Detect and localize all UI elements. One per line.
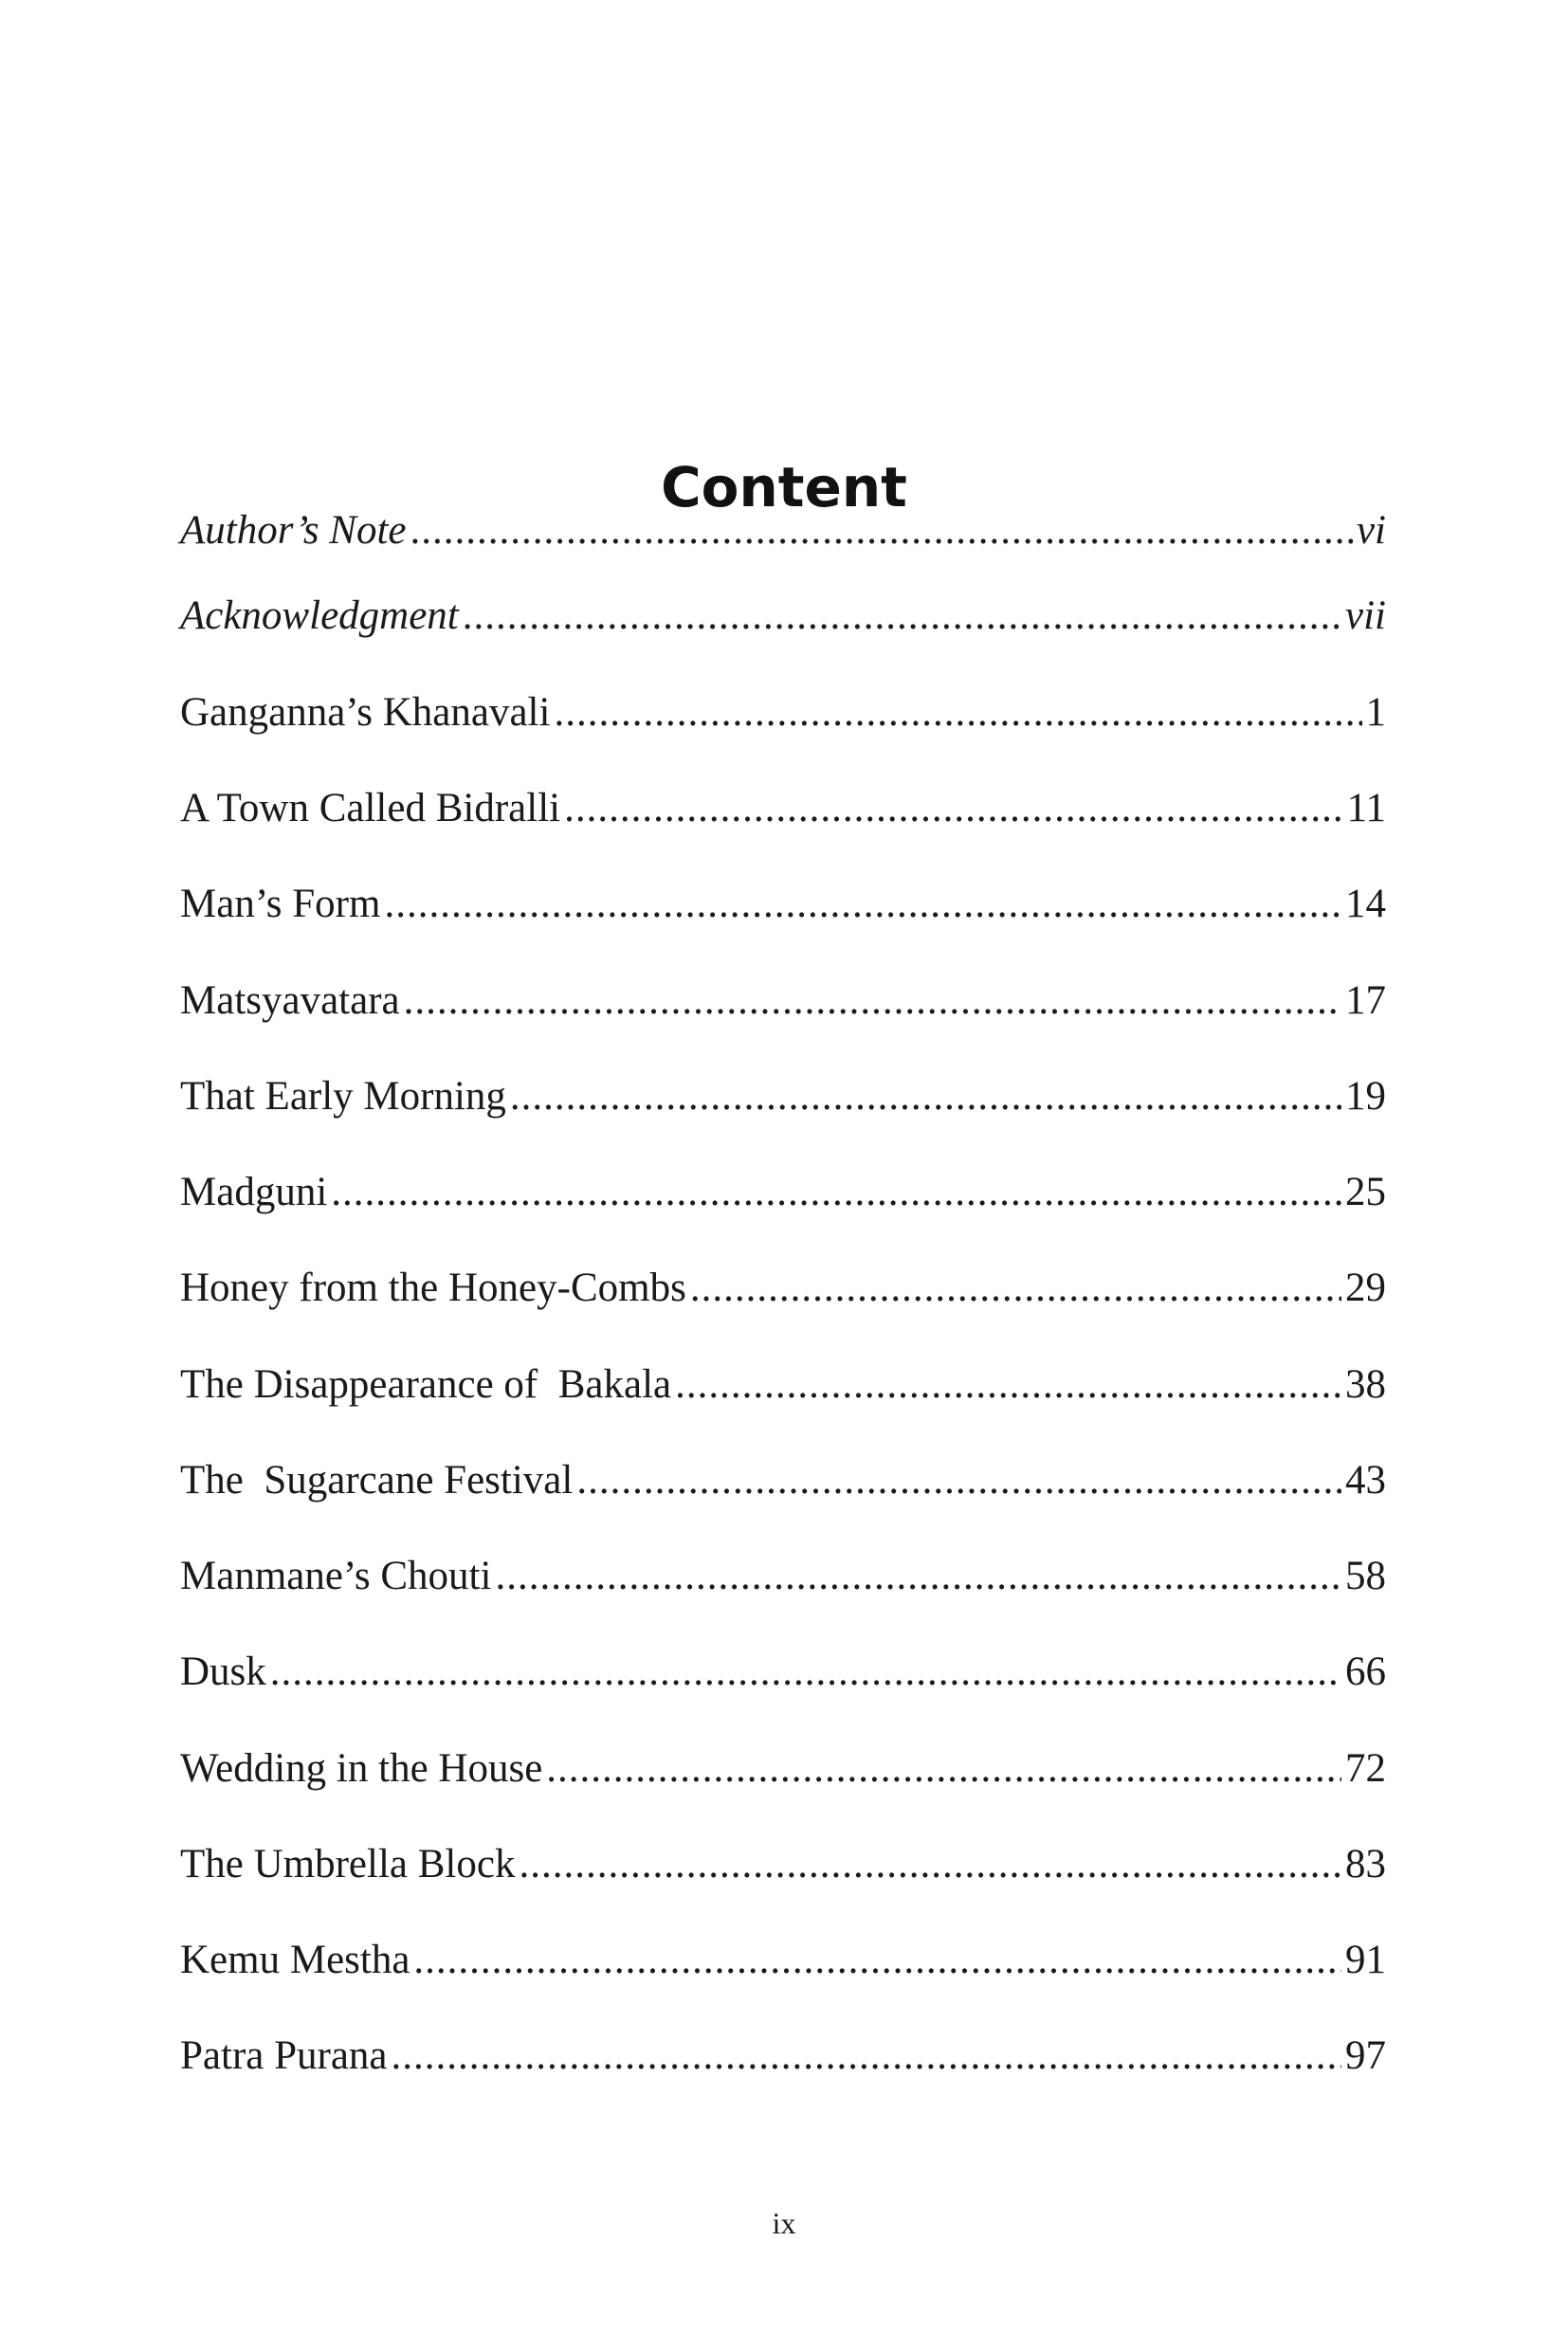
toc-entry-a-town-called-bidralli[interactable]: [180, 780, 1386, 837]
toc-entry-page: 25: [1345, 1170, 1386, 1214]
toc-entry-page: vii: [1345, 593, 1386, 638]
toc-entry-madguni[interactable]: [180, 1164, 1386, 1221]
toc-entry-label: Wedding in the House: [180, 1746, 543, 1791]
toc-entry-label: Ganganna’s Khanavali: [180, 690, 551, 735]
toc-entry-matsyavatara[interactable]: [180, 973, 1386, 1030]
toc-entry-the-sugarcane-festival[interactable]: [180, 1452, 1386, 1509]
dot-leader: [519, 1836, 1341, 1893]
toc-entry-label: The Disappearance of Bakala: [180, 1362, 672, 1407]
page-title: Content: [661, 454, 907, 519]
toc-entry-label: That Early Morning: [180, 1074, 506, 1119]
toc-entry-label: The Umbrella Block: [180, 1842, 516, 1886]
toc-entry-page: 38: [1345, 1362, 1386, 1407]
dot-leader: [404, 973, 1341, 1030]
dot-leader: [564, 780, 1343, 837]
page-number: ix: [772, 2206, 796, 2240]
toc-entry-wedding-in-the-house[interactable]: [180, 1740, 1386, 1797]
toc-entry-mans-form[interactable]: [180, 876, 1386, 933]
toc-entry-page: 19: [1345, 1074, 1386, 1119]
toc-entry-label: A Town Called Bidralli: [180, 786, 561, 830]
toc-entry-page: 91: [1345, 1938, 1386, 1982]
toc-entry-kemu-mestha[interactable]: [180, 1932, 1386, 1989]
toc-entry-acknowledgment[interactable]: [180, 588, 1386, 645]
dot-leader: [270, 1644, 1341, 1701]
toc-entry-label: Man’s Form: [180, 882, 381, 926]
toc-entry-the-disappearance-of-bakala[interactable]: [180, 1357, 1386, 1413]
dot-leader: [554, 684, 1361, 741]
toc-entry-label: Patra Purana: [180, 2033, 388, 2078]
toc-entry-page: 43: [1345, 1458, 1386, 1503]
toc-entry-page: 14: [1345, 882, 1386, 926]
dot-leader: [410, 502, 1353, 559]
dot-leader: [463, 588, 1341, 645]
toc-entry-the-umbrella-block[interactable]: [180, 1836, 1386, 1893]
dot-leader: [384, 876, 1341, 933]
toc-entry-label: The Sugarcane Festival: [180, 1458, 574, 1503]
dot-leader: [576, 1452, 1341, 1509]
toc-entry-patra-purana[interactable]: [180, 2028, 1386, 2085]
toc-entry-label: Honey from the Honey-Combs: [180, 1266, 686, 1310]
toc-entry-page: 29: [1345, 1266, 1386, 1310]
toc-entry-label: Matsyavatara: [180, 978, 400, 1023]
dot-leader: [331, 1164, 1341, 1221]
toc-entry-authors-note[interactable]: [180, 502, 1386, 559]
toc-entry-honey-from-the-honey-combs[interactable]: [180, 1260, 1386, 1317]
dot-leader: [546, 1740, 1341, 1797]
toc-entry-page: 66: [1345, 1649, 1386, 1694]
toc-entry-label: Madguni: [180, 1170, 328, 1214]
toc-entry-manmanes-chouti[interactable]: [180, 1548, 1386, 1605]
dot-leader: [392, 2028, 1341, 2085]
toc-entry-page: 17: [1345, 978, 1386, 1023]
toc-entry-page: 97: [1345, 2033, 1386, 2078]
toc-entry-label: Acknowledgment: [180, 593, 459, 638]
toc-entry-label: Kemu Mestha: [180, 1938, 410, 1982]
toc-entry-page: vi: [1356, 508, 1386, 553]
dot-leader: [675, 1357, 1341, 1413]
toc-entry-page: 11: [1346, 786, 1386, 830]
toc-entry-page: 58: [1345, 1554, 1386, 1598]
toc-entry-page: 1: [1365, 690, 1386, 735]
toc-entry-label: Dusk: [180, 1649, 266, 1694]
toc-entry-label: Author’s Note: [180, 508, 407, 553]
dot-leader: [690, 1260, 1341, 1317]
toc-entry-label: Manmane’s Chouti: [180, 1554, 492, 1598]
dot-leader: [495, 1548, 1341, 1605]
toc-entry-page: 72: [1345, 1746, 1386, 1791]
toc-entry-page: 83: [1345, 1842, 1386, 1886]
toc-entry-dusk[interactable]: [180, 1644, 1386, 1701]
toc-entry-that-early-morning[interactable]: [180, 1068, 1386, 1125]
dot-leader: [510, 1068, 1341, 1125]
toc-entry-gangannas-khanavali[interactable]: [180, 684, 1386, 741]
dot-leader: [413, 1932, 1341, 1989]
